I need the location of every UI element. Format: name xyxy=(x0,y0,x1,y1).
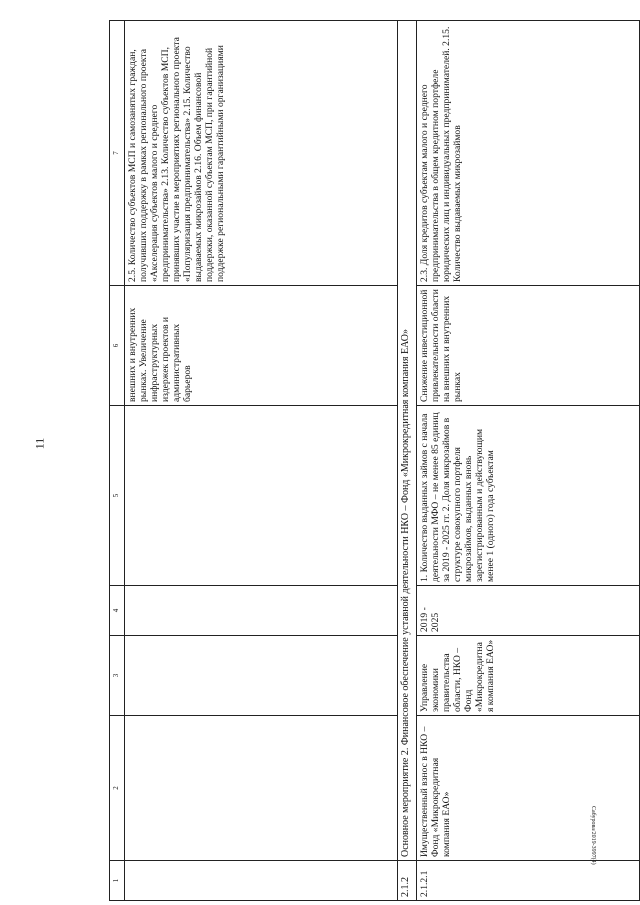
col-header-3: 3 xyxy=(110,636,125,716)
item-consequences: Снижение инвестиционной привлекательности области на внешних и внутренних рынках xyxy=(417,286,640,406)
col-header-6: 6 xyxy=(110,286,125,406)
program-table xyxy=(109,20,640,901)
section-row xyxy=(398,21,417,901)
item-indicators: 2.3. Доля кредитов субъектам малого и среднего предпринимательства в общем кредитном портфеле юридических лиц и индивидуальных предпринимателей. 2.15. Количество выдаваемых микрозаймов xyxy=(417,21,640,286)
section-title: Основное мероприятие 2. Финансовое обеспечение уставной деятельности НКО – Фонд «Микрокредитная компания ЕАО» xyxy=(398,21,417,861)
col-header-7: 7 xyxy=(110,21,125,286)
cont-cell-1 xyxy=(125,861,398,901)
item-number: 2.1.2.1 xyxy=(417,861,640,901)
document-code: Сабурова/2019-3997(4) xyxy=(590,806,596,865)
item-executor: Управление экономики правительства области, НКО – Фонд «Микрокредитная компания ЕАО» xyxy=(417,636,640,716)
item-row xyxy=(417,21,640,901)
cont-indicators: 2.5. Количество субъектов МСП и самозанятых граждан, получивших поддержку в рамках регионального проекта «Акселерация субъектов малого и среднего предпринимательства» 2.13. Количество субъектов МСП, принявших участие в мероприятиях регионального проекта «Популяризация предпринимательства» 2.15. Количество выдаваемых микрозаймов 2.16. Объем финансовой поддержки, оказанной субъектам МСП, при гарантийной поддержке региональными гарантийными организациями xyxy=(125,21,398,286)
cont-cell-5 xyxy=(125,406,398,586)
page-number: 11 xyxy=(32,437,47,450)
col-header-2: 2 xyxy=(110,716,125,861)
cont-cell-2 xyxy=(125,716,398,861)
cont-consequences: внешних и внутренних рынках. Увеличение инфраструктурных издержек проектов и административных барьеров xyxy=(125,286,398,406)
continuation-row xyxy=(125,21,398,901)
col-header-4: 4 xyxy=(110,586,125,636)
cont-cell-4 xyxy=(125,586,398,636)
column-number-row xyxy=(110,21,125,901)
item-period: 2019 - 2025 xyxy=(417,586,640,636)
col-header-1: 1 xyxy=(110,861,125,901)
item-name: Имущественный взнос в НКО – Фонд «Микрокредитная компания ЕАО» xyxy=(417,716,640,861)
cont-cell-3 xyxy=(125,636,398,716)
col-header-5: 5 xyxy=(110,406,125,586)
rotated-table-area xyxy=(100,20,640,900)
item-result: 1. Количество выданных займов с начала деятельности МФО – не менее 85 единиц за 2019 - 2025 гг. 2. Доля микрозаймов в структуре совокупного портфеля микрозаймов, выданных вновь зарегистрированным и действующим менее 1 (одного) года субъектам xyxy=(417,406,640,586)
section-number: 2.1.2 xyxy=(398,861,417,901)
